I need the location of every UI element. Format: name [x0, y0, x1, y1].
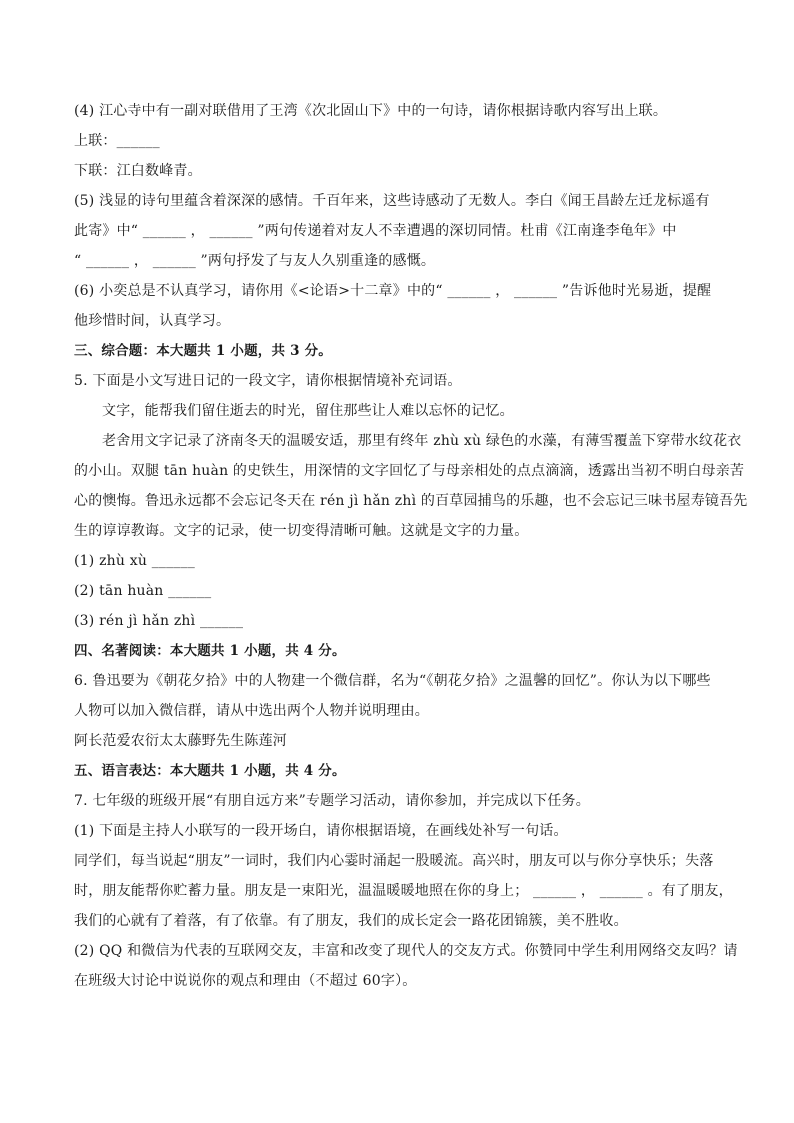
q5-prompt: 5. 下面是小文写进日记的一段文字，请你根据情境补充词语。	[74, 373, 462, 389]
opening-speech-line-1: 同学们，每当说起“朋友”一词时，我们内心霎时涌起一股暖流。高兴时，朋友可以与你分享快乐；失落	[74, 853, 714, 869]
question-5-line-3: “ ______ ， ______ ”两句抒发了与友人久别重逢的感慨。	[74, 253, 436, 269]
character-options: 阿长范爱农衍太太藤野先生陈莲河	[74, 733, 287, 749]
diary-paragraph-2-line-2: 的小山。双腿 tān huàn 的史铁生，用深情的文字回忆了与母亲相处的点点滴滴，透露出当初不明白母亲苦	[74, 463, 745, 479]
opening-speech-line-3: 我们的心就有了着落，有了依靠。有了朋友，我们的成长定会一路花团锦簇，美不胜收。	[74, 913, 628, 929]
question-4: (4) 江心寺中有一副对联借用了王湾《次北固山下》中的一句诗，请你根据诗歌内容写出上联。	[74, 103, 668, 119]
section-4-heading: 四、名著阅读：本大题共 1 小题，共 4 分。	[74, 643, 346, 659]
question-6-line-1: (6) 小奕总是不认真学习，请你用《<论语>十二章》中的“ ______ ， ______ ”告诉他时光易逝，提醒	[74, 283, 712, 299]
pinyin-blank-2: (2) tān huàn ______	[74, 583, 212, 599]
diary-paragraph-2-line-3: 心的懊悔。鲁迅永远都不会忘记冬天在 rén jì hǎn zhì 的百草园捕鸟的乐趣，也不会忘记三味书屋寿镜吾先	[74, 493, 748, 509]
section-3-heading: 三、综合题：本大题共 1 小题，共 3 分。	[74, 343, 332, 359]
opening-speech-line-2: 时，朋友能帮你贮蓄力量。朋友是一束阳光，温温暖暖地照在你的身上； ______ ， ______ 。有了朋友，	[74, 883, 733, 899]
diary-paragraph-2-line-4: 生的谆谆教诲。文字的记录，使一切变得清晰可触。这就是文字的力量。	[74, 523, 529, 539]
q6-prompt-line-2: 人物可以加入微信群，请从中选出两个人物并说明理由。	[74, 703, 429, 719]
q7-prompt: 7. 七年级的班级开展“有朋自远方来”专题学习活动，请你参加，并完成以下任务。	[74, 793, 590, 809]
pinyin-blank-1: (1) zhù xù ______	[74, 553, 195, 569]
diary-paragraph-1: 文字，能帮我们留住逝去的时光，留住那些让人难以忘怀的记忆。	[102, 403, 514, 419]
q6-prompt-line-1: 6. 鲁迅要为《朝花夕拾》中的人物建一个微信群，名为“《朝花夕拾》之温馨的回忆”。你认为以下哪些	[74, 673, 711, 689]
document-page	[74, 100, 748, 1000]
pinyin-blank-3: (3) rén jì hǎn zhì ______	[74, 613, 244, 629]
question-5-line-1: (5) 浅显的诗句里蕴含着深深的感情。千百年来，这些诗感动了无数人。李白《闻王昌龄左迁龙标遥有	[74, 193, 710, 209]
upper-couplet-line: 上联：______	[74, 133, 160, 149]
question-5-line-2: 此寄》中“ ______ ， ______ ”两句传递着对友人不幸遭遇的深切同情。杜甫《江南逢李龟年》中	[74, 223, 677, 239]
section-5-heading: 五、语言表达：本大题共 1 小题，共 4 分。	[74, 763, 346, 779]
q7-task-2-line-2: 在班级大讨论中说说你的观点和理由（不超过 60字）。	[74, 973, 417, 989]
q7-task-2-line-1: (2) QQ 和微信为代表的互联网交友，丰富和改变了现代人的交友方式。你赞同中学生利用网络交友吗？请	[74, 943, 738, 959]
q7-task-1: (1) 下面是主持人小联写的一段开场白，请你根据语境，在画线处补写一句话。	[74, 823, 568, 839]
question-6-line-2: 他珍惜时间，认真学习。	[74, 313, 231, 329]
diary-paragraph-2-line-1: 老舍用文字记录了济南冬天的温暖安适，那里有终年 zhù xù 绿色的水藻，有薄雪覆盖下穿带水纹花衣	[102, 433, 742, 449]
lower-couplet-line: 下联：江白数峰青。	[74, 163, 202, 179]
